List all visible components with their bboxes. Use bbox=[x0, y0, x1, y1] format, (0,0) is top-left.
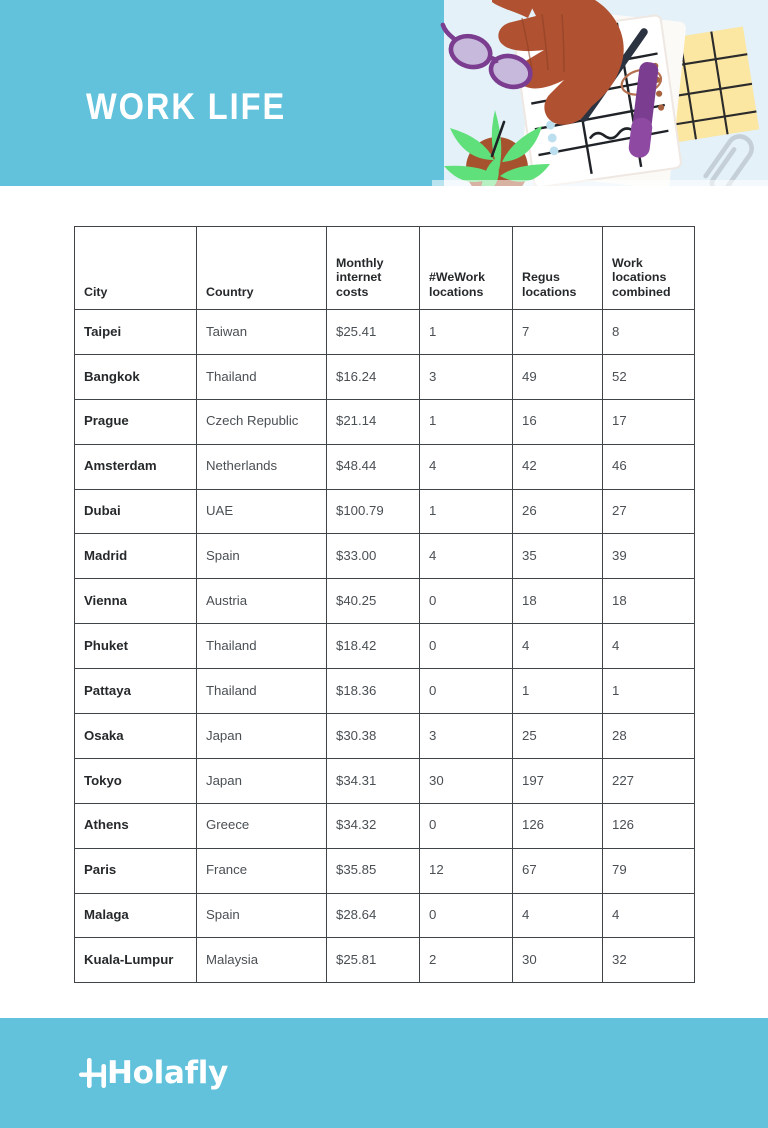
cell-combined: 4 bbox=[603, 624, 695, 669]
column-header-city: City bbox=[75, 227, 197, 310]
work-life-table bbox=[74, 226, 695, 983]
cell-cost: $25.41 bbox=[327, 310, 420, 355]
table-body bbox=[75, 310, 695, 983]
cell-country: Thailand bbox=[197, 624, 327, 669]
cell-combined: 46 bbox=[603, 444, 695, 489]
cell-city: Osaka bbox=[75, 714, 197, 759]
cell-wework: 0 bbox=[420, 803, 513, 848]
table-row bbox=[75, 669, 695, 714]
holafly-logo-text: Holafly bbox=[107, 1054, 229, 1091]
cell-country: Greece bbox=[197, 803, 327, 848]
table-row bbox=[75, 714, 695, 759]
table-row bbox=[75, 938, 695, 983]
page-header bbox=[0, 0, 768, 210]
cell-cost: $21.14 bbox=[327, 399, 420, 444]
cell-combined: 79 bbox=[603, 848, 695, 893]
table-row bbox=[75, 399, 695, 444]
column-header-wework-locations: #WeWork locations bbox=[420, 227, 513, 310]
cell-wework: 1 bbox=[420, 489, 513, 534]
cell-regus: 30 bbox=[513, 938, 603, 983]
column-header-monthly-internet-costs: Monthly internet costs bbox=[327, 227, 420, 310]
cell-city: Paris bbox=[75, 848, 197, 893]
table-row bbox=[75, 534, 695, 579]
cell-wework: 1 bbox=[420, 399, 513, 444]
cell-combined: 227 bbox=[603, 758, 695, 803]
table-row bbox=[75, 803, 695, 848]
cell-city: Kuala-Lumpur bbox=[75, 938, 197, 983]
cell-cost: $16.24 bbox=[327, 354, 420, 399]
cell-regus: 4 bbox=[513, 893, 603, 938]
cell-wework: 3 bbox=[420, 354, 513, 399]
cell-regus: 1 bbox=[513, 669, 603, 714]
cell-regus: 4 bbox=[513, 624, 603, 669]
cell-wework: 0 bbox=[420, 893, 513, 938]
holafly-logo bbox=[79, 1056, 228, 1090]
cell-cost: $18.36 bbox=[327, 669, 420, 714]
cell-city: Prague bbox=[75, 399, 197, 444]
column-header-country: Country bbox=[197, 227, 327, 310]
cell-combined: 18 bbox=[603, 579, 695, 624]
column-header-regus-locations: Regus locations bbox=[513, 227, 603, 310]
cell-country: Taiwan bbox=[197, 310, 327, 355]
cell-regus: 42 bbox=[513, 444, 603, 489]
work-life-table-container bbox=[74, 226, 694, 983]
cell-country: Austria bbox=[197, 579, 327, 624]
cell-regus: 35 bbox=[513, 534, 603, 579]
cell-country: UAE bbox=[197, 489, 327, 534]
cell-cost: $18.42 bbox=[327, 624, 420, 669]
page-title: WORK LIFE bbox=[86, 86, 287, 127]
cell-cost: $35.85 bbox=[327, 848, 420, 893]
cell-combined: 27 bbox=[603, 489, 695, 534]
cell-wework: 12 bbox=[420, 848, 513, 893]
cell-cost: $33.00 bbox=[327, 534, 420, 579]
cell-combined: 126 bbox=[603, 803, 695, 848]
cell-country: Japan bbox=[197, 758, 327, 803]
table-row bbox=[75, 354, 695, 399]
cell-regus: 67 bbox=[513, 848, 603, 893]
cell-combined: 8 bbox=[603, 310, 695, 355]
cell-city: Taipei bbox=[75, 310, 197, 355]
cell-wework: 30 bbox=[420, 758, 513, 803]
cell-regus: 18 bbox=[513, 579, 603, 624]
cell-city: Madrid bbox=[75, 534, 197, 579]
cell-wework: 0 bbox=[420, 579, 513, 624]
cell-combined: 4 bbox=[603, 893, 695, 938]
cell-wework: 4 bbox=[420, 534, 513, 579]
cell-wework: 4 bbox=[420, 444, 513, 489]
cell-country: Japan bbox=[197, 714, 327, 759]
cell-wework: 0 bbox=[420, 624, 513, 669]
table-row bbox=[75, 848, 695, 893]
table-row bbox=[75, 310, 695, 355]
cell-combined: 17 bbox=[603, 399, 695, 444]
cell-city: Dubai bbox=[75, 489, 197, 534]
cell-regus: 126 bbox=[513, 803, 603, 848]
cell-combined: 1 bbox=[603, 669, 695, 714]
cell-regus: 26 bbox=[513, 489, 603, 534]
cell-wework: 1 bbox=[420, 310, 513, 355]
table-row bbox=[75, 624, 695, 669]
cell-city: Tokyo bbox=[75, 758, 197, 803]
cell-country: Spain bbox=[197, 893, 327, 938]
cell-country: Malaysia bbox=[197, 938, 327, 983]
cell-country: France bbox=[197, 848, 327, 893]
cell-cost: $34.32 bbox=[327, 803, 420, 848]
cell-regus: 49 bbox=[513, 354, 603, 399]
cell-cost: $28.64 bbox=[327, 893, 420, 938]
cell-cost: $25.81 bbox=[327, 938, 420, 983]
cell-combined: 32 bbox=[603, 938, 695, 983]
cell-city: Bangkok bbox=[75, 354, 197, 399]
table-header-row bbox=[75, 227, 695, 310]
cell-combined: 52 bbox=[603, 354, 695, 399]
cell-cost: $48.44 bbox=[327, 444, 420, 489]
cell-combined: 39 bbox=[603, 534, 695, 579]
hand-writing-in-notebook-illustration bbox=[432, 0, 768, 210]
table-row bbox=[75, 444, 695, 489]
cell-city: Athens bbox=[75, 803, 197, 848]
table-header bbox=[75, 227, 695, 310]
table-row bbox=[75, 758, 695, 803]
cell-city: Amsterdam bbox=[75, 444, 197, 489]
cell-regus: 16 bbox=[513, 399, 603, 444]
table-row bbox=[75, 579, 695, 624]
cell-wework: 2 bbox=[420, 938, 513, 983]
cell-wework: 3 bbox=[420, 714, 513, 759]
table-row bbox=[75, 489, 695, 534]
column-header-work-locations-combined: Work locations combined bbox=[603, 227, 695, 310]
cell-regus: 7 bbox=[513, 310, 603, 355]
cell-cost: $100.79 bbox=[327, 489, 420, 534]
cell-country: Spain bbox=[197, 534, 327, 579]
page-footer bbox=[0, 1018, 768, 1128]
cell-combined: 28 bbox=[603, 714, 695, 759]
cell-regus: 197 bbox=[513, 758, 603, 803]
cell-country: Thailand bbox=[197, 669, 327, 714]
cell-country: Czech Republic bbox=[197, 399, 327, 444]
cell-city: Vienna bbox=[75, 579, 197, 624]
cell-regus: 25 bbox=[513, 714, 603, 759]
cell-cost: $34.31 bbox=[327, 758, 420, 803]
table-row bbox=[75, 893, 695, 938]
cell-cost: $40.25 bbox=[327, 579, 420, 624]
cell-cost: $30.38 bbox=[327, 714, 420, 759]
cell-wework: 0 bbox=[420, 669, 513, 714]
cell-city: Pattaya bbox=[75, 669, 197, 714]
cell-city: Phuket bbox=[75, 624, 197, 669]
cell-country: Netherlands bbox=[197, 444, 327, 489]
holafly-h-mark-icon bbox=[79, 1056, 107, 1090]
cell-country: Thailand bbox=[197, 354, 327, 399]
cell-city: Malaga bbox=[75, 893, 197, 938]
